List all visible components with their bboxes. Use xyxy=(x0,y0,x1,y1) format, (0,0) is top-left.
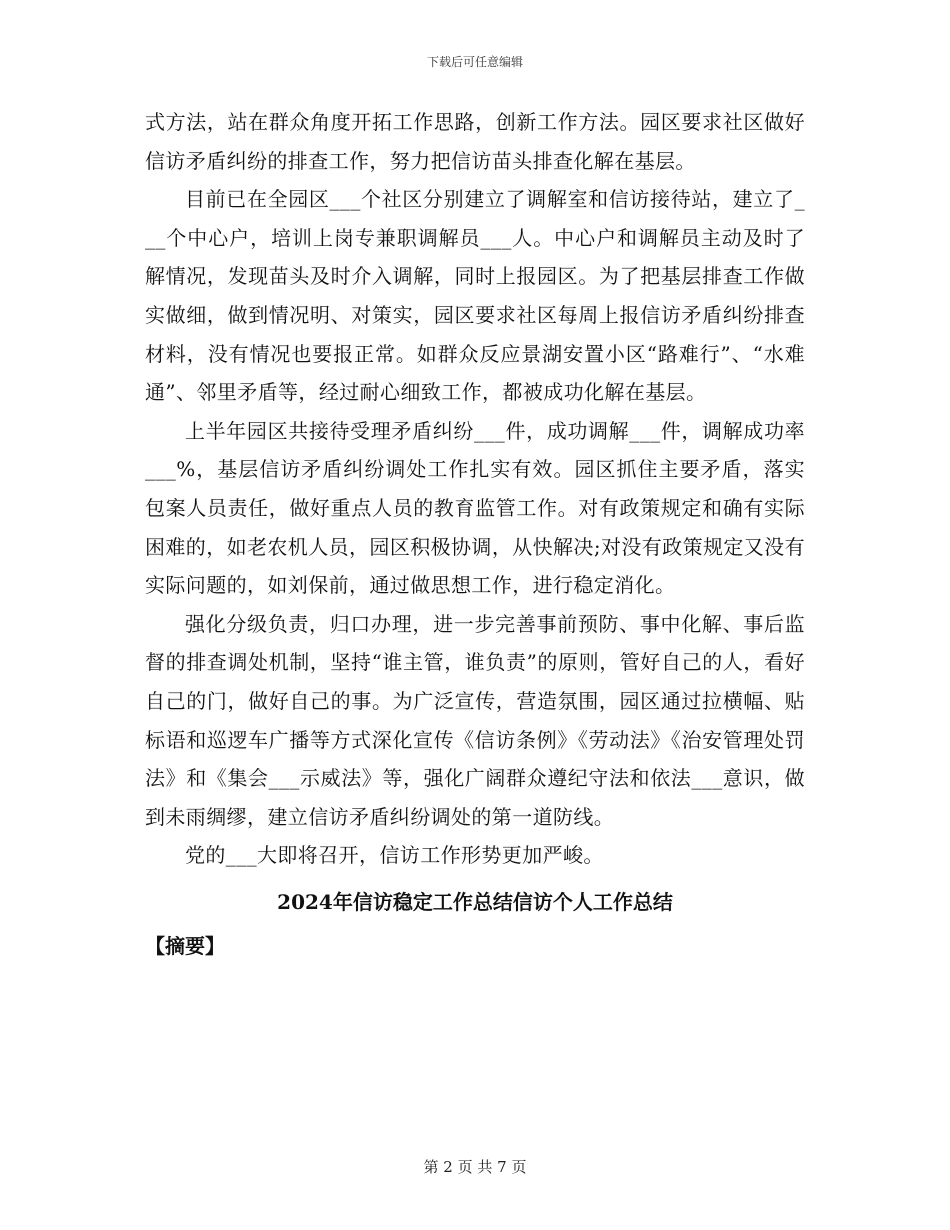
paragraph-1: 式方法，站在群众角度开拓工作思路，创新工作方法。园区要求社区做好信访矛盾纠纷的排查工作，努力把信访苗头排查化解在基层。 xyxy=(145,110,805,173)
page-header: 下载后可任意编辑 xyxy=(426,55,523,69)
paragraph-2: 目前已在全园区___个社区分别建立了调解室和信访接待站，建立了___个中心户，培训上岗专兼职调解员___人。中心户和调解员主动及时了解情况，发现苗头及时介入调解，同时上报园区。为了把基层排查工作做实做细，做到情况明、对策实，园区要求社区每周上报信访矛盾纠纷排查材料，没有情况也要报正常。如群众反应景湖安置小区“路难行”、“水难通”、邻里矛盾等，经过耐心细致工作，都被成功化解在基层。 xyxy=(145,187,805,405)
document-body xyxy=(145,103,805,965)
paragraph-5: 党的___大即将召开，信访工作形势更加严峻。 xyxy=(185,843,604,868)
section-title: 2024年信访稳定工作总结信访个人工作总结 xyxy=(277,889,673,914)
page-footer: 第 2 页 共 7 页 xyxy=(423,1158,527,1176)
abstract-label: 【摘要】 xyxy=(145,933,225,958)
paragraph-3: 上半年园区共接待受理矛盾纠纷___件，成功调解___件，调解成功率___%，基层信访矛盾纠纷调处工作扎实有效。园区抓住主要矛盾，落实包案人员责任，做好重点人员的教育监管工作。对有政策规定和确有实际困难的，如老农机人员，园区积极协调，从快解决;对没有政策规定又没有实际问题的，如刘保前，通过做思想工作，进行稳定消化。 xyxy=(145,418,805,598)
paragraph-4: 强化分级负责，归口办理，进一步完善事前预防、事中化解、事后监督的排查调处机制，坚持“谁主管，谁负责”的原则，管好自己的人，看好自己的门，做好自己的事。为广泛宣传，营造氛围，园区通过拉横幅、贴标语和巡逻车广播等方式深化宣传《信访条例》《劳动法》《治安管理处罚法》和《集会___示威法》等，强化广阔群众遵纪守法和依法___意识，做到未雨绸缪，建立信访矛盾纠纷调处的第一道防线。 xyxy=(145,611,805,829)
